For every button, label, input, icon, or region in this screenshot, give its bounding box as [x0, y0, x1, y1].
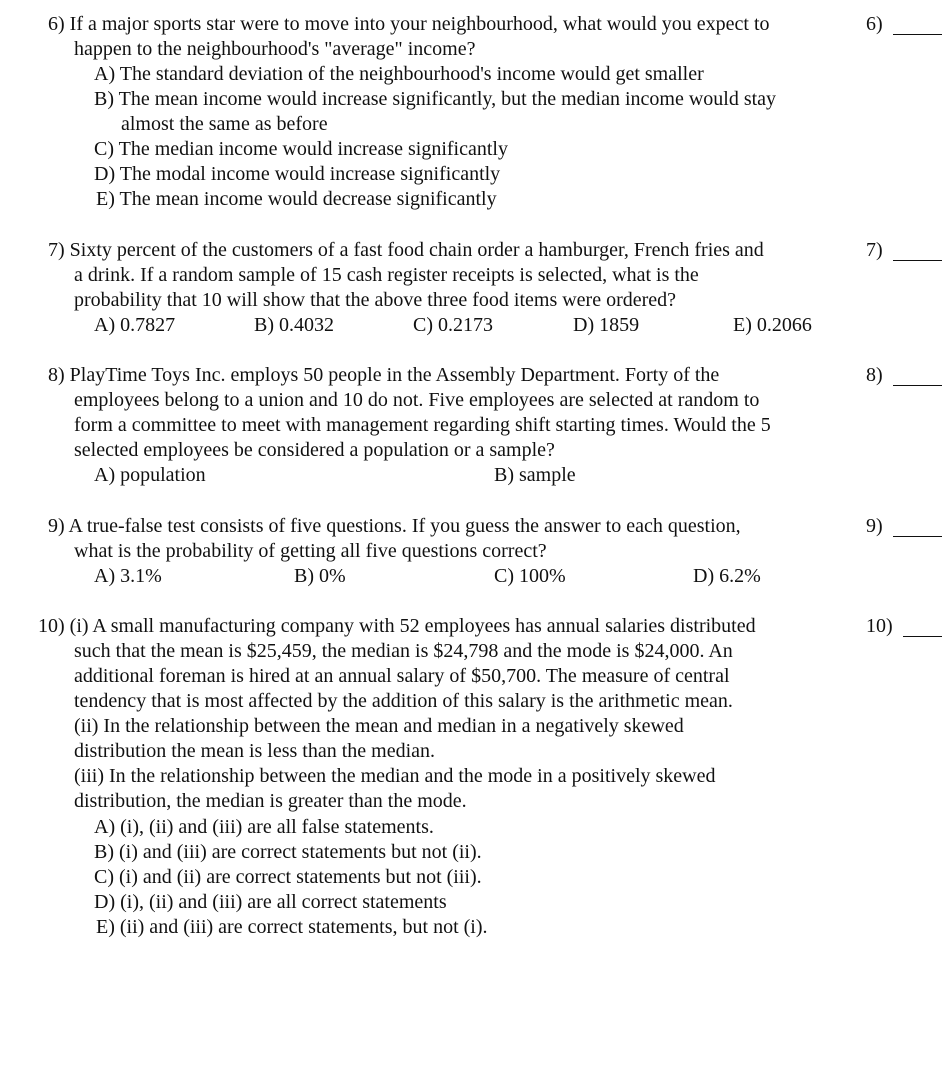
question-6-option-e: E) The mean income would decrease significantly	[96, 188, 497, 210]
question-6-option-d: D) The modal income would increase significantly	[94, 163, 501, 185]
question-10-option-b: B) (i) and (iii) are correct statements but not (ii).	[94, 841, 482, 863]
answer-number-7: 7)	[866, 239, 883, 261]
answer-blank-8[interactable]	[893, 385, 942, 386]
question-10-option-a: A) (i), (ii) and (iii) are all false statements.	[94, 816, 434, 838]
question-10-option-d: D) (i), (ii) and (iii) are all correct statements	[94, 891, 447, 913]
question-8-stem-line-3: form a committee to meet with management regarding shift starting times. Would the 5	[74, 414, 771, 436]
question-7-stem-line-3: probability that 10 will show that the above three food items were ordered?	[74, 289, 677, 311]
question-6-option-c: C) The median income would increase significantly	[94, 138, 508, 160]
answer-blank-7[interactable]	[893, 260, 942, 261]
question-6-stem-line-2: happen to the neighbourhood's "average" income?	[74, 38, 476, 60]
question-7-option-e: E) 0.2066	[733, 314, 812, 336]
question-10-stem-line-4: tendency that is most affected by the addition of this salary is the arithmetic mean.	[74, 690, 733, 712]
answer-blank-6[interactable]	[893, 34, 942, 35]
question-9-stem-line-2: what is the probability of getting all five questions correct?	[74, 540, 547, 562]
answer-number-10: 10)	[866, 615, 893, 637]
question-6-option-b-continued: almost the same as before	[121, 113, 328, 135]
question-10-stem-line-5: (ii) In the relationship between the mean and median in a negatively skewed	[74, 715, 684, 737]
question-9-stem-line-1: 9) A true-false test consists of five questions. If you guess the answer to each question,	[48, 515, 741, 537]
question-7-option-c: C) 0.2173	[413, 314, 493, 336]
question-8-stem-line-4: selected employees be considered a population or a sample?	[74, 439, 555, 461]
question-10-option-c: C) (i) and (ii) are correct statements but not (iii).	[94, 866, 482, 888]
question-7-option-d: D) 1859	[573, 314, 640, 336]
question-9-option-b: B) 0%	[294, 565, 346, 587]
question-6-option-b: B) The mean income would increase significantly, but the median income would stay	[94, 88, 777, 110]
question-6-stem-line-1: 6) If a major sports star were to move into your neighbourhood, what would you expect to	[48, 13, 770, 35]
question-10-option-e: E) (ii) and (iii) are correct statements, but not (i).	[96, 916, 488, 938]
question-10-stem-line-8: distribution, the median is greater than the mode.	[74, 790, 467, 812]
question-6-option-a: A) The standard deviation of the neighbourhood's income would get smaller	[94, 63, 704, 85]
answer-blank-9[interactable]	[893, 536, 942, 537]
question-8-stem-line-2: employees belong to a union and 10 do not. Five employees are selected at random to	[74, 389, 760, 411]
question-10-stem-line-1: 10) (i) A small manufacturing company with 52 employees has annual salaries distributed	[38, 615, 756, 637]
question-10-stem-line-2: such that the mean is $25,459, the median is $24,798 and the mode is $24,000. An	[74, 640, 733, 662]
answer-number-9: 9)	[866, 515, 883, 537]
question-9-option-d: D) 6.2%	[693, 565, 761, 587]
question-8-option-a: A) population	[94, 464, 206, 486]
question-8-option-b: B) sample	[494, 464, 576, 486]
question-7-stem-line-2: a drink. If a random sample of 15 cash register receipts is selected, what is the	[74, 264, 699, 286]
answer-number-8: 8)	[866, 364, 883, 386]
question-7-option-b: B) 0.4032	[254, 314, 334, 336]
question-10-stem-line-7: (iii) In the relationship between the median and the mode in a positively skewed	[74, 765, 716, 787]
question-10-stem-line-3: additional foreman is hired at an annual salary of $50,700. The measure of central	[74, 665, 730, 687]
question-7-stem-line-1: 7) Sixty percent of the customers of a fast food chain order a hamburger, French fries and	[48, 239, 764, 261]
question-9-option-a: A) 3.1%	[94, 565, 162, 587]
question-10-stem-line-6: distribution the mean is less than the median.	[74, 740, 436, 762]
question-8-stem-line-1: 8) PlayTime Toys Inc. employs 50 people in the Assembly Department. Forty of the	[48, 364, 720, 386]
question-9-option-c: C) 100%	[494, 565, 566, 587]
answer-blank-10[interactable]	[903, 636, 942, 637]
answer-number-6: 6)	[866, 13, 883, 35]
question-7-option-a: A) 0.7827	[94, 314, 176, 336]
